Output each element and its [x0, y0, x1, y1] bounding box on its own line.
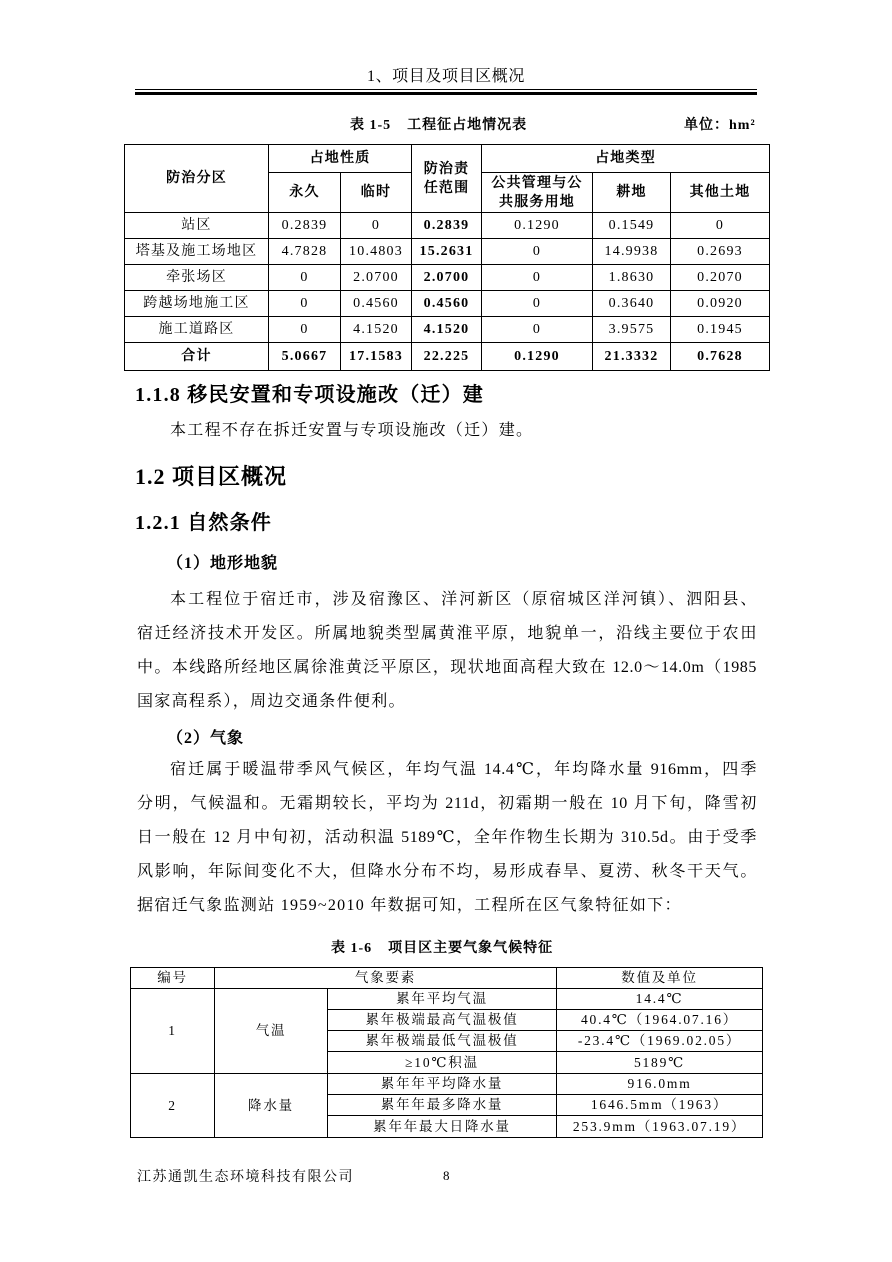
table-total-row	[125, 343, 770, 371]
zone-cell: 跨越场地施工区	[125, 291, 269, 317]
table-1-5-caption	[350, 116, 527, 136]
running-header-title: 1、项目及项目区概况	[366, 68, 525, 85]
table-1-5-caption-label: 表 1-5	[350, 118, 392, 133]
responsibility-cell: 4.1520	[412, 317, 482, 343]
temporary-cell: 0.4560	[341, 291, 412, 317]
section-1-2-heading: 1.2 项目区概况	[135, 464, 288, 489]
header-type: 占地类型	[482, 145, 770, 173]
table-1-6-caption-label: 表 1-6	[331, 941, 373, 956]
header-temporary: 临时	[341, 173, 412, 213]
header-public-cell	[482, 173, 593, 213]
climate-line: 分明，气候温和。无霜期较长，平均为 211d，初霜期一般在 10 月下旬，降雪初	[137, 795, 757, 812]
farmland-cell: 0.1549	[593, 213, 671, 239]
farmland-cell: 3.9575	[593, 317, 671, 343]
element-label: 累年年最多降水量	[328, 1095, 557, 1116]
section-1-1-8-heading: 1.1.8 移民安置和专项设施改（迁）建	[135, 384, 484, 406]
table-row	[125, 265, 770, 291]
section-1-1-8-text: 本工程不存在拆迁安置与专项设施改（迁）建。	[170, 422, 534, 439]
group-name: 降水量	[215, 1074, 328, 1138]
temporary-cell: 0	[341, 213, 412, 239]
table-row	[125, 317, 770, 343]
footer-company: 江苏通凯生态环境科技有限公司	[137, 1170, 354, 1185]
table-1-6-caption	[331, 939, 553, 959]
table-1-6	[130, 967, 763, 1138]
total-public: 0.1290	[482, 343, 593, 371]
group-name: 气温	[215, 989, 328, 1074]
climate-line: 宿迁属于暖温带季风气候区，年均气温 14.4℃，年均降水量 916mm，四季	[170, 761, 757, 778]
element-label: 累年极端最高气温极值	[328, 1010, 557, 1031]
element-label: 累年平均气温	[328, 989, 557, 1010]
terrain-line: 中。本线路所经地区属徐淮黄泛平原区，现状地面高程大致在 12.0～14.0m（1985	[137, 659, 757, 676]
public-cell: 0	[482, 291, 593, 317]
total-other: 0.7628	[671, 343, 770, 371]
element-value: 40.4℃（1964.07.16）	[557, 1010, 763, 1031]
permanent-cell: 4.7828	[269, 239, 341, 265]
temporary-cell: 10.4803	[341, 239, 412, 265]
element-value: 253.9mm（1963.07.19）	[557, 1116, 763, 1138]
climate-line: 日一般在 12 月中旬初，活动积温 5189℃，全年作物生长期为 310.5d。由于受季	[137, 829, 757, 846]
climate-line: 据宿迁气象监测站 1959~2010 年数据可知，工程所在区气象特征如下：	[137, 897, 682, 914]
farmland-cell: 0.3640	[593, 291, 671, 317]
public-cell: 0	[482, 239, 593, 265]
zone-cell: 塔基及施工场地区	[125, 239, 269, 265]
header-responsibility-cell	[412, 145, 482, 213]
table-1-5-caption-title: 工程征占地情况表	[407, 118, 528, 133]
climate-heading: （2）气象	[167, 730, 245, 747]
header-nature: 占地性质	[269, 145, 412, 173]
table-1-5-unit: 单位：hm²	[684, 118, 756, 133]
temporary-cell: 4.1520	[341, 317, 412, 343]
header-public: 公共管理与公共服务用地	[491, 175, 583, 210]
terrain-line: 本工程位于宿迁市，涉及宿豫区、洋河新区（原宿城区洋河镇）、泗阳县、	[170, 591, 757, 608]
total-farmland: 21.3332	[593, 343, 671, 371]
group-no: 1	[131, 989, 215, 1074]
terrain-line: 国家高程系），周边交通条件便利。	[137, 693, 406, 710]
total-label: 合计	[125, 343, 269, 371]
table-row	[131, 989, 763, 1010]
header-no: 编号	[131, 968, 215, 989]
other-cell: 0.2693	[671, 239, 770, 265]
permanent-cell: 0	[269, 291, 341, 317]
header-zone: 防治分区	[125, 145, 269, 213]
farmland-cell: 1.8630	[593, 265, 671, 291]
terrain-heading: （1）地形地貌	[167, 555, 279, 572]
other-cell: 0.2070	[671, 265, 770, 291]
element-value: 1646.5mm（1963）	[557, 1095, 763, 1116]
total-permanent: 5.0667	[269, 343, 341, 371]
table-1-5	[124, 144, 770, 371]
permanent-cell: 0	[269, 317, 341, 343]
temporary-cell: 2.0700	[341, 265, 412, 291]
other-cell: 0.0920	[671, 291, 770, 317]
zone-cell: 牵张场区	[125, 265, 269, 291]
group-no: 2	[131, 1074, 215, 1138]
permanent-cell: 0.2839	[269, 213, 341, 239]
table-row	[125, 291, 770, 317]
climate-line: 风影响，年际间变化不大，但降水分布不均，易形成春旱、夏涝、秋冬干天气。	[137, 863, 757, 880]
element-label: 累年极端最低气温极值	[328, 1031, 557, 1052]
header-element: 气象要素	[215, 968, 557, 989]
total-responsibility: 22.225	[412, 343, 482, 371]
table-row	[125, 239, 770, 265]
permanent-cell: 0	[269, 265, 341, 291]
element-label: ≥10℃积温	[328, 1052, 557, 1074]
table-1-6-caption-title: 项目区主要气象气候特征	[388, 941, 554, 956]
public-cell: 0	[482, 265, 593, 291]
terrain-line: 宿迁经济技术开发区。所属地貌类型属黄淮平原，地貌单一，沿线主要位于农田	[137, 625, 757, 642]
element-label: 累年年平均降水量	[328, 1074, 557, 1095]
table-header-row	[125, 145, 770, 173]
element-value: 916.0mm	[557, 1074, 763, 1095]
header-responsibility: 防治责任范围	[423, 161, 470, 196]
section-1-2-1-heading: 1.2.1 自然条件	[135, 512, 272, 534]
header-value: 数值及单位	[557, 968, 763, 989]
element-value: 5189℃	[557, 1052, 763, 1074]
responsibility-cell: 2.0700	[412, 265, 482, 291]
responsibility-cell: 0.4560	[412, 291, 482, 317]
other-cell: 0	[671, 213, 770, 239]
element-value: 14.4℃	[557, 989, 763, 1010]
header-permanent: 永久	[269, 173, 341, 213]
responsibility-cell: 0.2839	[412, 213, 482, 239]
farmland-cell: 14.9938	[593, 239, 671, 265]
public-cell: 0.1290	[482, 213, 593, 239]
public-cell: 0	[482, 317, 593, 343]
other-cell: 0.1945	[671, 317, 770, 343]
zone-cell: 施工道路区	[125, 317, 269, 343]
header-farmland: 耕地	[593, 173, 671, 213]
table-row	[125, 213, 770, 239]
header-rule-thick	[135, 92, 757, 95]
table-row	[131, 1074, 763, 1095]
element-value: -23.4℃（1969.02.05）	[557, 1031, 763, 1052]
responsibility-cell: 15.2631	[412, 239, 482, 265]
zone-cell: 站区	[125, 213, 269, 239]
page-number: 8	[443, 1168, 450, 1183]
table-header-row	[131, 968, 763, 989]
total-temporary: 17.1583	[341, 343, 412, 371]
element-label: 累年年最大日降水量	[328, 1116, 557, 1138]
header-other: 其他土地	[671, 173, 770, 213]
header-rule-thin	[135, 89, 757, 90]
